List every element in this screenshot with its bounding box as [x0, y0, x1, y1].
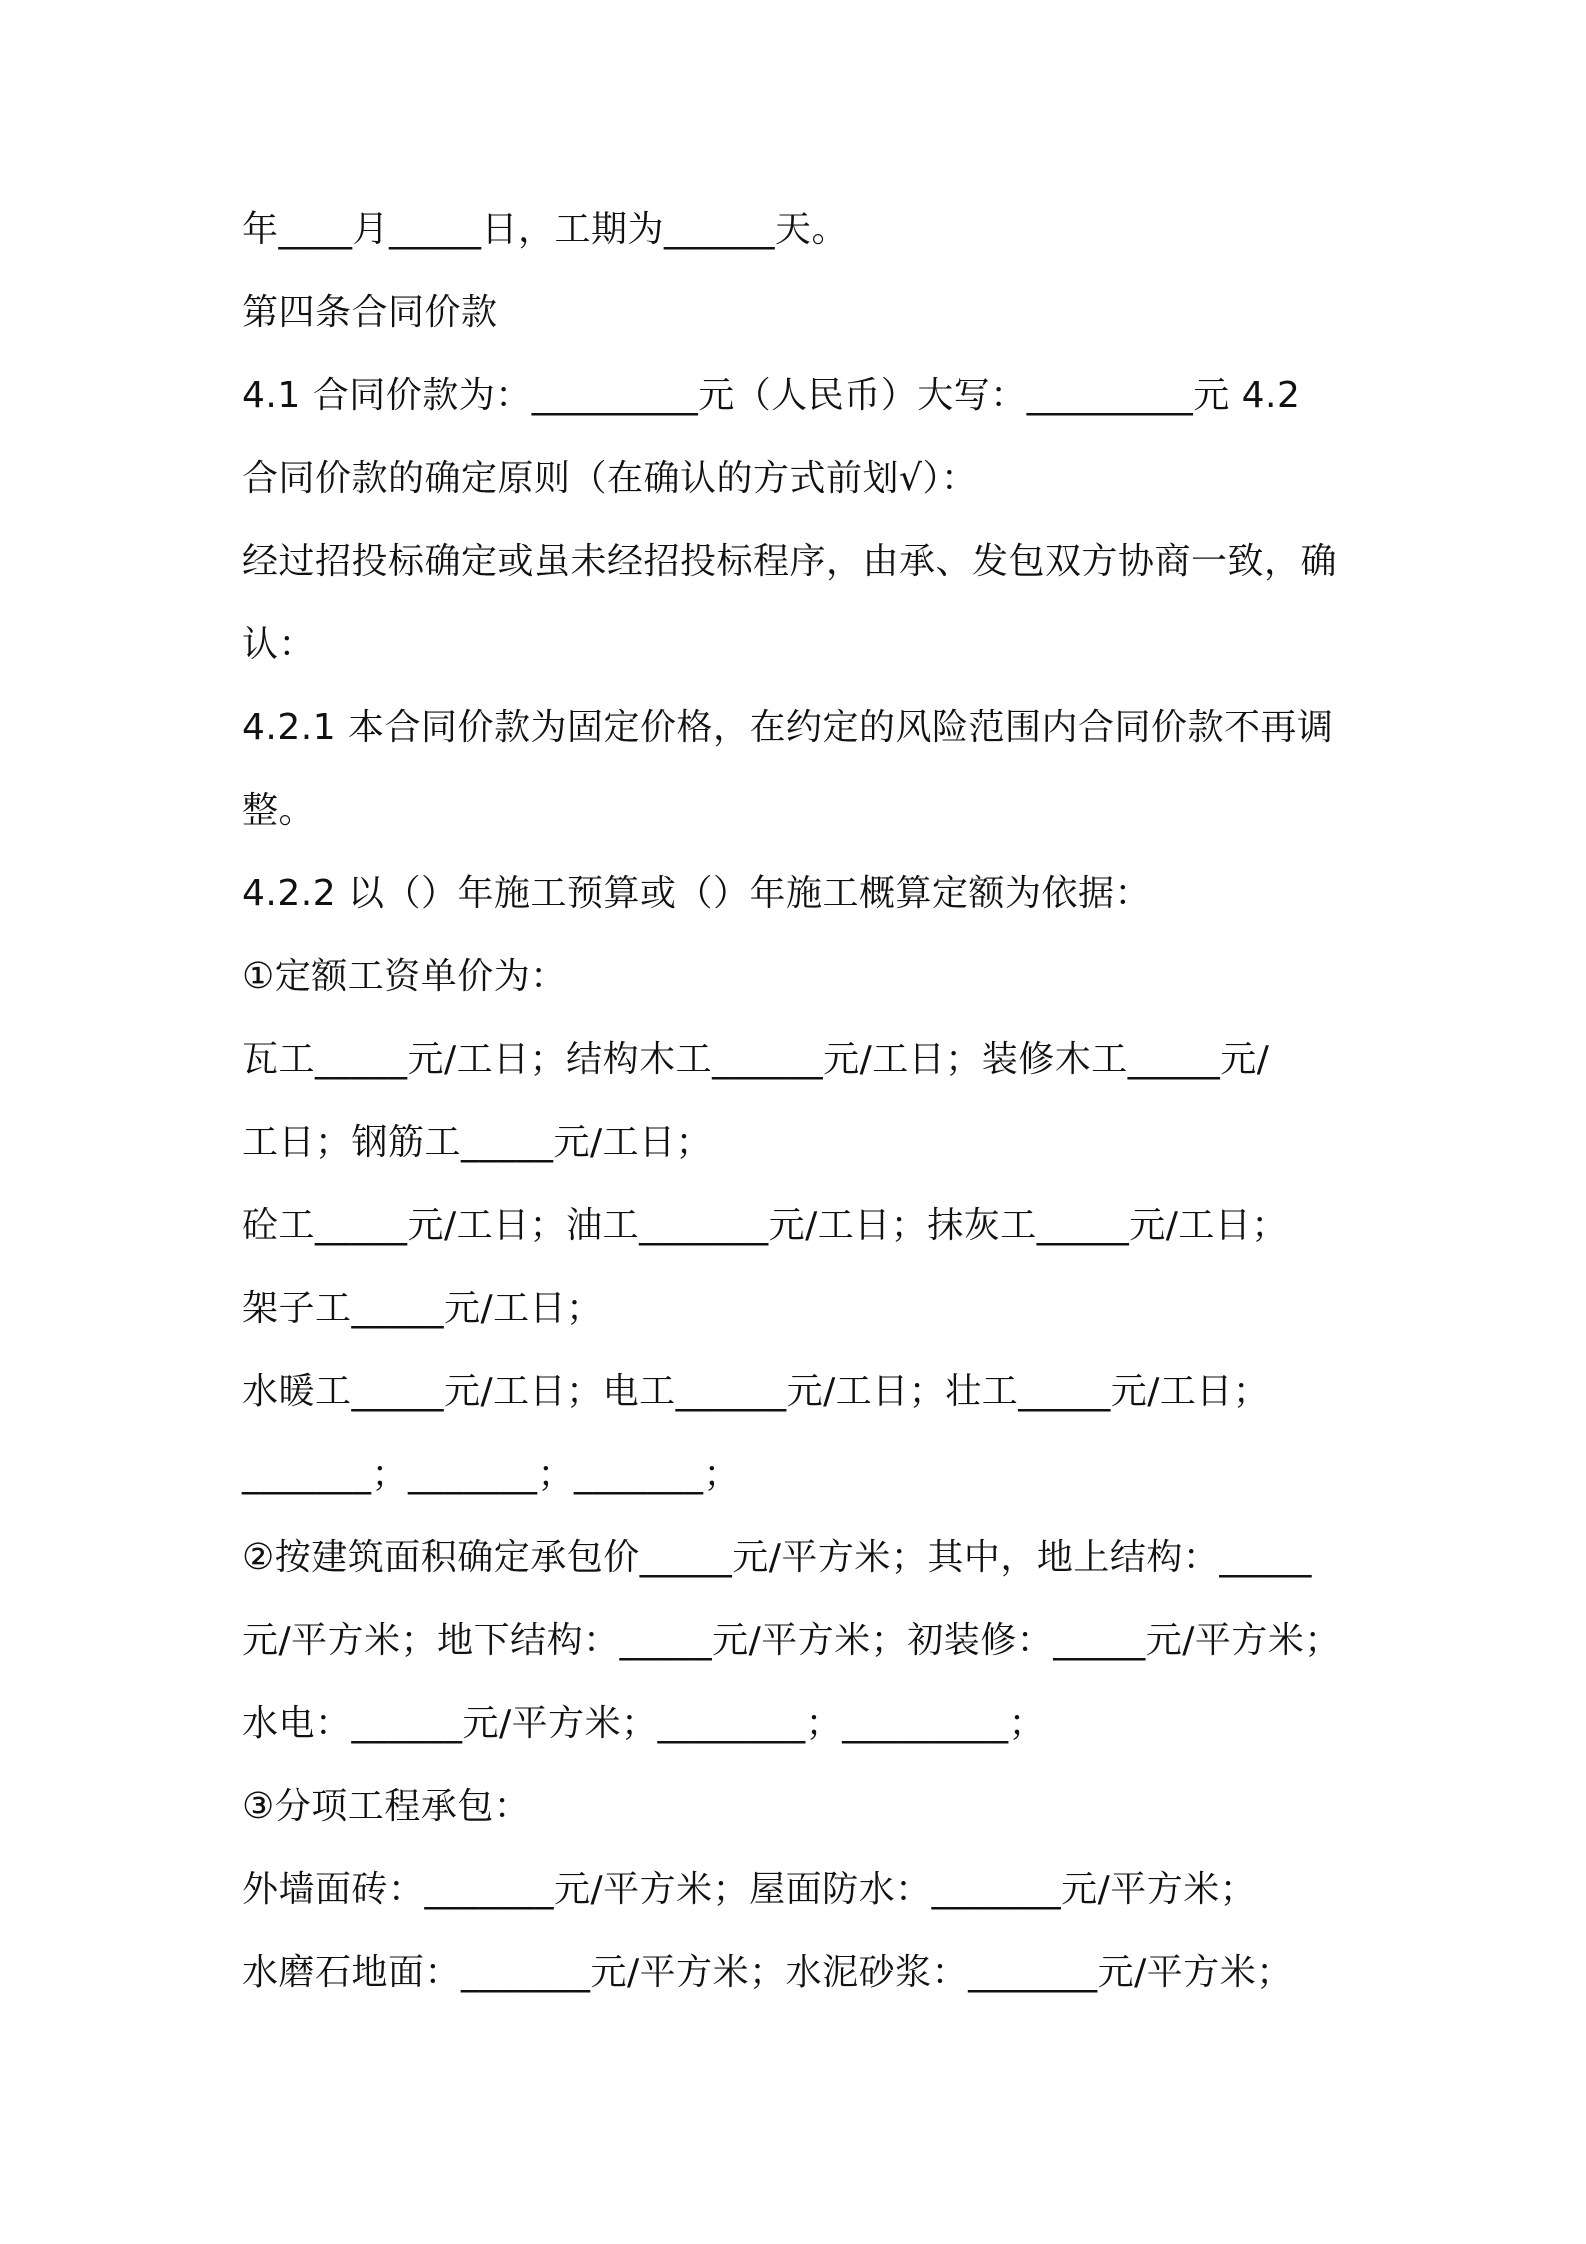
text-line: 外墙面砖：_______元/平方米；屋面防水：_______元/平方米； [242, 1869, 1257, 1910]
text-line: ②按建筑面积确定承包价_____元/平方米；其中，地上结构：_____ [242, 1537, 1312, 1578]
text-line: ①定额工资单价为： [242, 956, 567, 997]
text-line: 元/平方米；地下结构：_____元/平方米；初装修：_____元/平方米； [242, 1620, 1341, 1661]
text-line: 4.1 合同价款为：_________元（人民币）大写：_________元 4.2 [242, 375, 1301, 416]
text-line: 水磨石地面：_______元/平方米；水泥砂浆：_______元/平方米； [242, 1952, 1293, 1993]
contract-text [242, 200, 1362, 2026]
text-line: 经过招投标确定或虽未经招投标程序，由承、发包双方协商一致，确 [242, 541, 1338, 582]
text-line: 瓦工_____元/工日；结构木工______元/工日；装修木工_____元/ [242, 1039, 1270, 1080]
section-heading: 第四条合同价款 [242, 292, 498, 333]
text-line: ③分项工程承包： [242, 1786, 531, 1827]
text-line: 合同价款的确定原则（在确认的方式前划√）： [242, 458, 978, 499]
text-line: 架子工_____元/工日； [242, 1288, 603, 1329]
text-line: _______；_______；_______； [242, 1454, 740, 1495]
text-line: 4.2.1 本合同价款为固定价格，在约定的风险范围内合同价款不再调 [242, 707, 1334, 748]
text-line: 年____月_____日，工期为______天。 [242, 209, 849, 250]
text-line: 砼工_____元/工日；油工_______元/工日；抹灰工_____元/工日； [242, 1205, 1288, 1246]
text-line: 水暖工_____元/工日；电工______元/工日；壮工_____元/工日； [242, 1371, 1270, 1412]
text-line: 认： [242, 624, 316, 665]
text-line: 4.2.2 以（）年施工预算或（）年施工概算定额为依据： [242, 873, 1152, 914]
text-line: 整。 [242, 790, 316, 831]
text-line: 水电：______元/平方米；________；_________； [242, 1703, 1046, 1744]
text-line: 工日；钢筋工_____元/工日； [242, 1122, 713, 1163]
